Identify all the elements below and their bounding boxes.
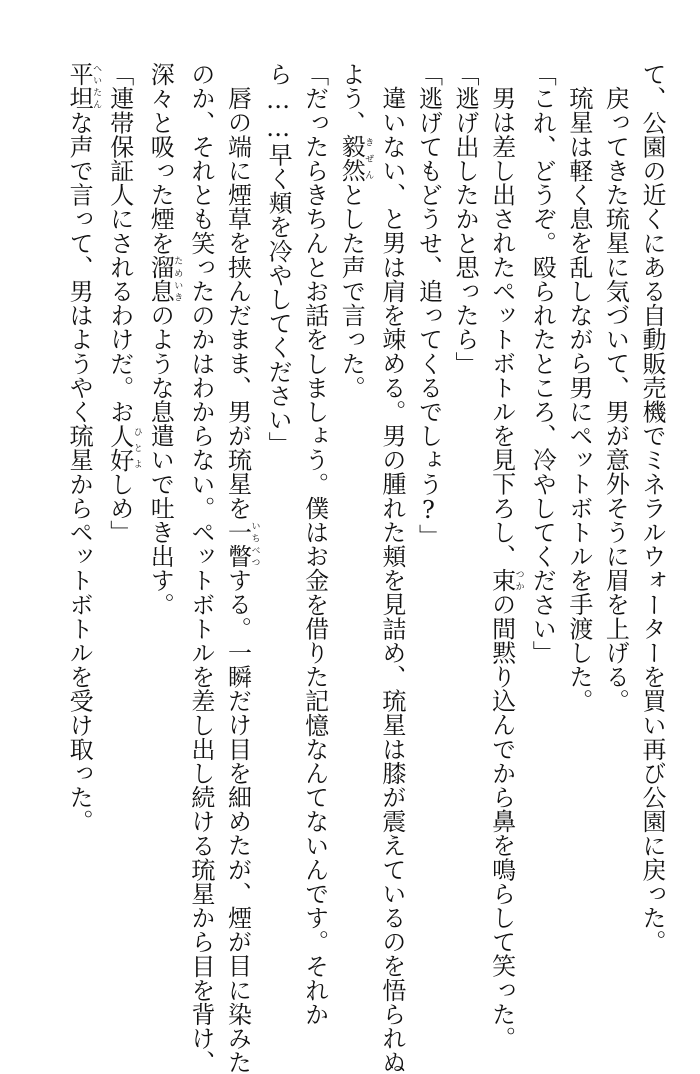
text-segment: て、公園の近くにある自動販売機でミネラルウォーターを買い再び公園に戻った。	[638, 62, 666, 954]
ruby-base: 溜息	[146, 254, 175, 304]
text-line	[296, 62, 333, 1026]
text-segment: 「連帯保証人にされるわけだ。お	[105, 62, 134, 424]
furigana: いちべつ	[249, 519, 260, 569]
text-segment: しめ」	[105, 471, 134, 545]
furigana: ためいき	[172, 254, 183, 304]
ruby-annotated-word	[223, 519, 260, 569]
ruby-base: 一瞥	[223, 519, 252, 569]
text-segment: 男は差し出されたペットボトルを見下ろし、	[487, 86, 516, 568]
text-line	[142, 62, 183, 962]
furigana: きぜん	[363, 134, 374, 183]
text-line	[446, 62, 483, 962]
text-segment: のか、それとも笑ったのかはわからない。ペットボトルを差し出し続ける琉星から目を背け、	[186, 62, 215, 1074]
text-segment: 戻ってきた琉星に気づいて、男が意外そうに眉を上げる。	[601, 86, 630, 713]
text-segment: 「逃げ出したかと思ったら」	[451, 62, 480, 376]
ruby-annotated-word	[105, 423, 142, 472]
ruby-base: 束	[487, 568, 516, 593]
text-segment: 「逃げてもどうせ、追ってくるでしょう?」	[414, 62, 443, 548]
text-line	[373, 62, 410, 1074]
ruby-base: 人好	[105, 423, 134, 472]
text-line	[633, 62, 670, 962]
text-segment: よう、	[337, 62, 366, 135]
text-line	[61, 62, 102, 962]
text-line	[483, 62, 524, 1051]
text-line	[219, 62, 260, 1074]
text-segment: 唇の端に煙草を挟んだまま、男が琉星を	[223, 86, 252, 520]
text-line	[333, 62, 374, 962]
text-segment: 「これ、どうぞ。殴られたところ、冷やしてください」	[528, 62, 557, 665]
text-line	[410, 62, 447, 962]
ruby-annotated-word	[146, 254, 183, 304]
furigana: ひとよ	[131, 423, 142, 472]
text-segment: 違いない、と男は肩を竦める。男の腫れた頬を見詰め、琉星は膝が震えているのを悟られぬ	[377, 86, 406, 1074]
ruby-annotated-word	[487, 568, 524, 593]
text-segment: とした声で言った。	[337, 182, 366, 400]
ruby-base: 平坦	[65, 62, 94, 111]
text-segment: する。一瞬だけ目を細めたが、煙が目に染みた	[223, 568, 252, 1074]
ruby-annotated-word	[337, 134, 374, 183]
text-segment: の間黙り込んでから鼻を鳴らして笑った。	[487, 592, 516, 1051]
text-segment: のような息遣いで吐き出す。	[146, 303, 175, 617]
ruby-annotated-word	[65, 62, 102, 111]
text-segment: ら……早く頬を冷やしてください」	[264, 62, 293, 456]
text-line	[101, 62, 142, 962]
text-line	[560, 62, 597, 962]
text-line	[259, 62, 296, 962]
furigana: へいたん	[91, 62, 102, 111]
text-segment: 深々と吸った煙を	[146, 62, 175, 255]
ruby-base: 毅然	[337, 134, 366, 183]
text-line	[597, 62, 634, 962]
text-segment: 「だったらきちんとお話をしましょう。僕はお金を借りた記憶なんてないんです。それか	[300, 62, 329, 1026]
text-segment: な声で言って、男はようやく琉星からペットボトルを受け取った。	[65, 110, 94, 834]
furigana: つか	[513, 568, 524, 593]
vertical-text-body	[61, 62, 671, 1074]
text-segment: 琉星は軽く息を乱しながら男にペットボトルを手渡した。	[564, 86, 593, 713]
text-line	[524, 62, 561, 962]
text-line	[182, 62, 219, 1074]
